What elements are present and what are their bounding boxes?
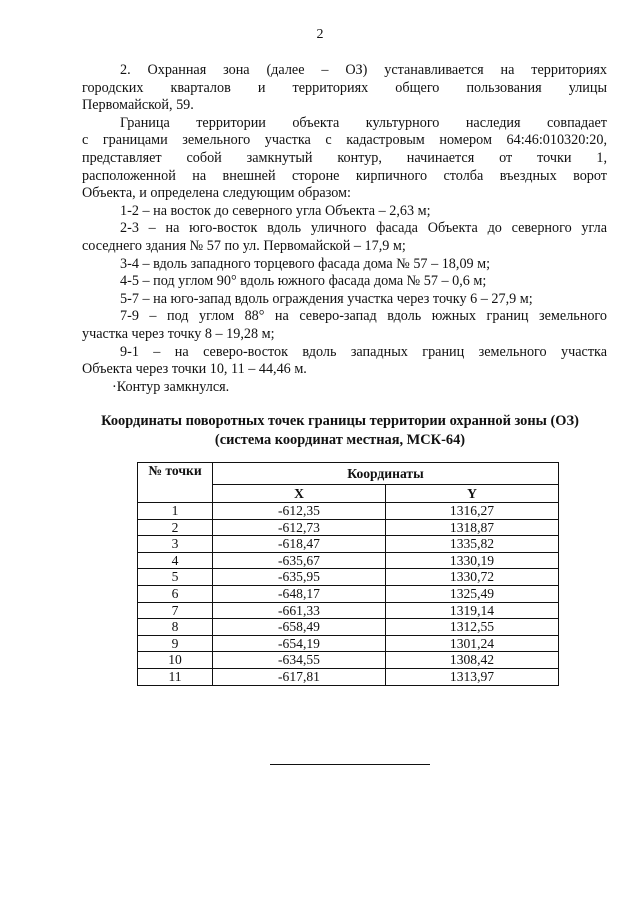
coord-x: -618,47 <box>213 536 386 553</box>
page-number: 2 <box>316 27 324 42</box>
table-row <box>138 503 559 520</box>
table-row <box>138 519 559 536</box>
segment-7-9 <box>82 308 607 343</box>
text-line: городских кварталов и территориях общего пользования улицы <box>82 79 607 96</box>
table-title-line-2: (система координат местная, МСК-64) <box>214 432 466 448</box>
coord-x: -654,19 <box>213 635 386 652</box>
point-number: 3 <box>138 536 213 553</box>
paragraph-protection-zone <box>82 62 607 115</box>
coord-y: 1308,42 <box>386 652 559 669</box>
text-line: 5-7 – на юго-запад вдоль ограждения участка через точку 6 – 27,9 м; <box>120 290 533 307</box>
text-line: соседнего здания № 57 по ул. Первомайской – 17,9 м; <box>82 237 406 254</box>
text-line: 3-4 – вдоль западного торцевого фасада дома № 57 – 18,09 м; <box>120 255 491 272</box>
coord-y: 1335,82 <box>386 536 559 553</box>
coord-y: 1313,97 <box>386 668 559 685</box>
coordinates-table <box>137 462 559 686</box>
point-number: 4 <box>138 552 213 569</box>
text-line: Первомайской, 59. <box>82 97 194 114</box>
closing-divider <box>270 764 430 765</box>
table-row <box>138 668 559 685</box>
text-line: участка через точку 8 – 19,28 м; <box>82 325 275 342</box>
contour-closed <box>82 379 607 397</box>
table-row <box>138 602 559 619</box>
coord-x: -658,49 <box>213 619 386 636</box>
coord-y: 1312,55 <box>386 619 559 636</box>
table-row <box>138 619 559 636</box>
text-line: Граница территории объекта культурного наследия совпадает <box>120 114 607 131</box>
coord-x: -634,55 <box>213 652 386 669</box>
text-line: 4-5 – под углом 90° вдоль южного фасада дома № 57 – 0,6 м; <box>120 273 487 290</box>
text-line: Объекта, и определена следующим образом: <box>82 185 351 202</box>
point-number: 5 <box>138 569 213 586</box>
coord-y: 1316,27 <box>386 503 559 520</box>
coord-y: 1330,19 <box>386 552 559 569</box>
text-line: представляет собой замкнутый контур, начинается от точки 1, <box>82 149 607 166</box>
table-row <box>138 635 559 652</box>
segment-5-7 <box>82 291 607 309</box>
text-line: 9-1 – на северо-восток вдоль западных границ земельного участка <box>120 343 607 360</box>
coord-x: -635,67 <box>213 552 386 569</box>
column-header-point: № точки <box>138 463 213 503</box>
coord-x: -648,17 <box>213 585 386 602</box>
segment-3-4 <box>82 256 607 274</box>
coord-y: 1325,49 <box>386 585 559 602</box>
coord-y: 1319,14 <box>386 602 559 619</box>
coord-y: 1318,87 <box>386 519 559 536</box>
text-line: Объекта через точки 10, 11 – 44,46 м. <box>82 361 307 378</box>
document-body <box>82 62 607 396</box>
column-header-x: X <box>213 485 386 503</box>
coord-x: -635,95 <box>213 569 386 586</box>
table-row <box>138 536 559 553</box>
point-number: 9 <box>138 635 213 652</box>
table-row <box>138 569 559 586</box>
point-number: 10 <box>138 652 213 669</box>
segment-1-2 <box>82 203 607 221</box>
table-row <box>138 652 559 669</box>
coord-x: -612,35 <box>213 503 386 520</box>
column-header-coordinates: Координаты <box>213 463 559 485</box>
coord-x: -612,73 <box>213 519 386 536</box>
coord-x: -661,33 <box>213 602 386 619</box>
point-number: 6 <box>138 585 213 602</box>
table-row <box>138 585 559 602</box>
coord-y: 1330,72 <box>386 569 559 586</box>
text-line: 2-3 – на юго-восток вдоль уличного фасада Объекта до северного угла <box>120 220 607 237</box>
text-line: расположенной на внешней стороне кирпичного столба въездных ворот <box>82 167 607 184</box>
text-line: с границами земельного участка с кадастровым номером 64:46:010320:20, <box>82 132 607 149</box>
point-number: 11 <box>138 668 213 685</box>
text-line: 1-2 – на восток до северного угла Объекта – 2,63 м; <box>120 202 431 219</box>
coord-x: -617,81 <box>213 668 386 685</box>
table-title <box>60 412 620 450</box>
table-row <box>138 552 559 569</box>
text-line: 7-9 – под углом 88° на северо-запад вдоль южных границ земельного <box>120 308 607 325</box>
segment-2-3 <box>82 220 607 255</box>
coord-y: 1301,24 <box>386 635 559 652</box>
table-title-line-1: Координаты поворотных точек границы территории охранной зоны (ОЗ) <box>101 413 579 429</box>
point-number: 7 <box>138 602 213 619</box>
paragraph-boundary <box>82 115 607 203</box>
column-header-y: Y <box>386 485 559 503</box>
text-line: ·Контур замкнулся. <box>112 378 230 395</box>
point-number: 1 <box>138 503 213 520</box>
point-number: 2 <box>138 519 213 536</box>
segment-4-5 <box>82 273 607 291</box>
point-number: 8 <box>138 619 213 636</box>
text-line: 2. Охранная зона (далее – ОЗ) устанавливается на территориях <box>120 62 607 78</box>
segment-9-1 <box>82 344 607 379</box>
